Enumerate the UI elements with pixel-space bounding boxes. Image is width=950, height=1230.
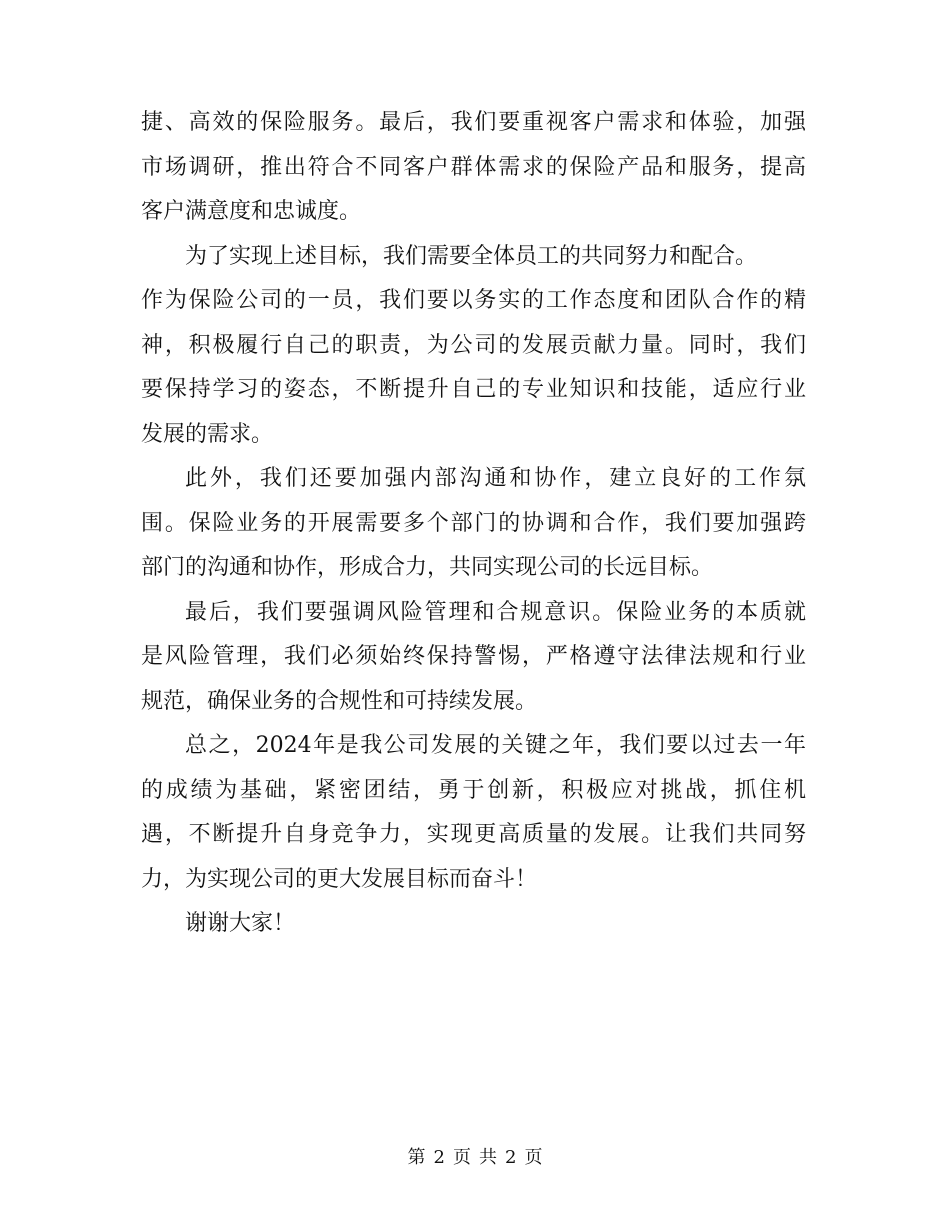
text-line: 最后，我们要强调风险管理和合规意识。保险业务的本质就 (185, 599, 806, 625)
text-line: 客户满意度和忠诚度。 (141, 199, 362, 224)
text-line: 捷、高效的保险服务。最后，我们要重视客户需求和体验，加强 (141, 110, 806, 135)
text-line: 围。保险业务的开展需要多个部门的协调和合作，我们要加强跨 (141, 510, 806, 536)
total-pages-number: 2 (505, 1147, 517, 1168)
page-prefix: 第 (407, 1147, 426, 1168)
text-line: 是风险管理，我们必须始终保持警惕，严格遵守法律法规和行业 (141, 644, 806, 669)
closing-line: 谢谢大家！ (185, 911, 296, 936)
text-line: 此外，我们还要加强内部沟通和协作，建立良好的工作氛 (185, 466, 806, 491)
paragraph-6 (141, 902, 806, 947)
paragraph-3 (141, 457, 806, 591)
paragraph-2 (141, 235, 806, 458)
text-line: 神，积极履行自己的职责，为公司的发展贡献力量。同时，我们 (141, 332, 806, 358)
text-line: 市场调研，推出符合不同客户群体需求的保险产品和服务，提高 (141, 154, 806, 180)
total-suffix: 页 (524, 1147, 543, 1168)
text-line: 力，为实现公司的更大发展目标而奋斗！ (141, 866, 538, 892)
text-line: 发展的需求。 (141, 421, 274, 447)
text-line: 的成绩为基础，紧密团结，勇于创新，积极应对挑战，抓住机 (141, 777, 806, 803)
page-word: 页 (453, 1147, 471, 1168)
current-page-number: 2 (433, 1147, 445, 1168)
text-line: 作为保险公司的一员，我们要以务实的工作态度和团队合作的精 (141, 288, 806, 313)
text-line: 规范，确保业务的合规性和可持续发展。 (141, 688, 538, 714)
text-line: 总之，2024年是我公司发展的关键之年，我们要以过去一年 (185, 733, 806, 758)
page-number-footer (0, 1146, 950, 1170)
text-line: 要保持学习的姿态，不断提升自己的专业知识和技能，适应行业 (141, 377, 806, 402)
text-line: 部门的沟通和协作，形成合力，共同实现公司的长远目标。 (141, 555, 714, 580)
document-body (141, 101, 806, 947)
paragraph-5 (141, 724, 806, 902)
total-prefix: 共 (479, 1147, 497, 1168)
text-line: 遇，不断提升自身竞争力，实现更高质量的发展。让我们共同努 (141, 822, 806, 847)
paragraph-1 (141, 101, 806, 235)
paragraph-4 (141, 591, 806, 725)
text-line: 为了实现上述目标，我们需要全体员工的共同努力和配合。 (185, 243, 758, 269)
